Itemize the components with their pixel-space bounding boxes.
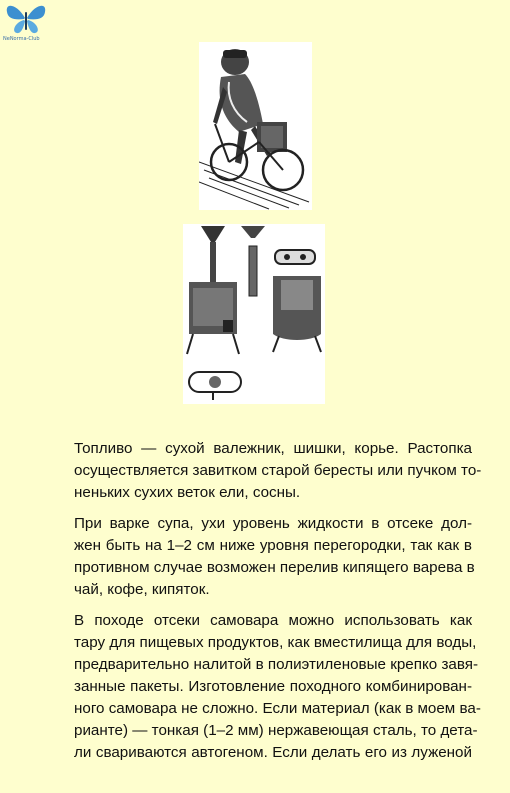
text-line: занные пакеты. Изготовление походного комбинирован- <box>74 678 472 695</box>
text-line: неньких сухих веток ели, сосны. <box>74 484 301 501</box>
text-line: В походе отсеки самовара можно использовать как <box>74 612 472 629</box>
logo-text: NeNorma-Club <box>3 36 40 42</box>
paragraph <box>38 610 481 764</box>
butterfly-icon <box>3 2 49 36</box>
body-text <box>38 438 482 773</box>
paragraph <box>38 438 482 504</box>
text-line: жен быть на 1–2 см ниже уровня перегородки, так как в <box>74 537 472 554</box>
cyclist-illustration <box>199 42 312 210</box>
text-line: Топливо — сухой валежник, шишки, корье. Растопка <box>74 440 472 457</box>
camping-samovar-parts-icon <box>183 224 325 404</box>
text-line: При варке супа, ухи уровень жидкости в отсеке дол- <box>74 515 472 532</box>
text-line: осуществляется завитком старой бересты или пучком то- <box>74 462 482 479</box>
text-line: противном случае возможен перелив кипящего варева в <box>74 559 475 576</box>
cyclist-with-saddlebags-icon <box>199 42 312 210</box>
site-logo <box>3 2 49 42</box>
paragraph <box>38 513 475 601</box>
samovar-illustration <box>183 224 325 404</box>
text-line: тару для пищевых продуктов, как вместилища для воды, <box>74 634 477 651</box>
text-line: рианте) — тонкая (1–2 мм) нержавеющая сталь, то дета- <box>74 722 478 739</box>
text-line: ли свариваются автогеном. Если делать его из луженой <box>74 744 472 761</box>
text-line: чай, кофе, кипяток. <box>74 581 210 598</box>
text-line: предварительно налитой в полиэтиленовые крепко завя- <box>74 656 479 673</box>
text-line: ного самовара не сложно. Если материал (как в моем ва- <box>74 700 481 717</box>
